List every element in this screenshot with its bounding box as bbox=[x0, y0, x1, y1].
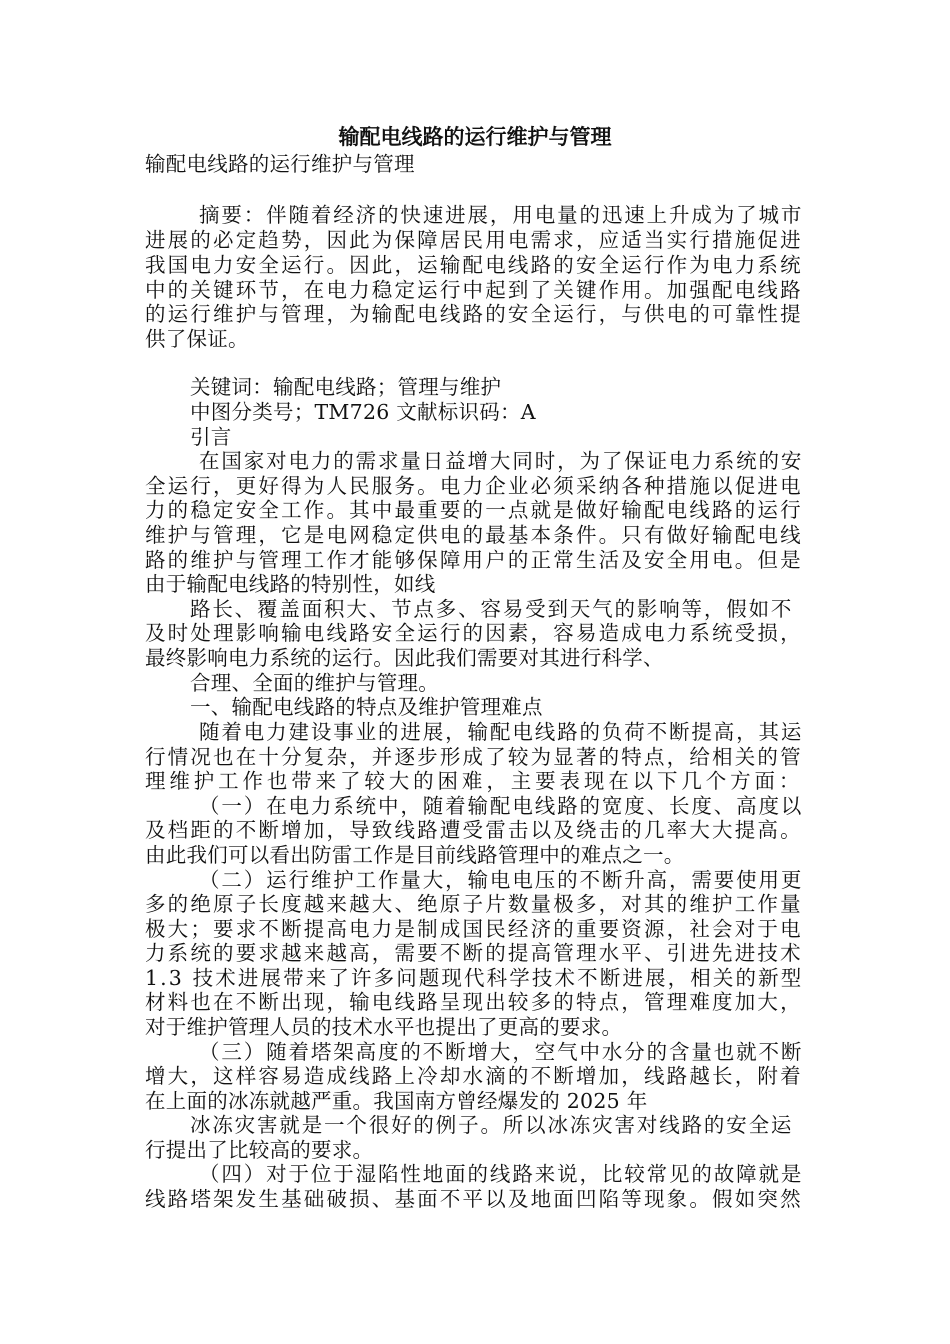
body-text-line: 维护与管理，它是电网稳定供电的最基本条件。只有做好输配电线 bbox=[145, 523, 803, 547]
body-text-line: 引言 bbox=[190, 425, 232, 449]
body-text-line: 材料也在不断出现，输电线路呈现出较多的特点，管理难度加大， bbox=[145, 990, 803, 1014]
body-text-line: 由此我们可以看出防雷工作是目前线路管理中的难点之一。 bbox=[145, 843, 685, 867]
body-text-line: 我国电力安全运行。因此，运输配电线路的安全运行作为电力系统 bbox=[145, 253, 803, 277]
document-title: 输配电线路的运行维护与管理 bbox=[338, 124, 612, 149]
body-text-line: 合理、全面的维护与管理。 bbox=[190, 671, 439, 695]
body-text-line: 对于维护管理人员的技术水平也提出了更高的要求。 bbox=[145, 1015, 623, 1039]
body-text-line: 及档距的不断增加，导致线路遭受雷击以及绕击的几率大大提高。 bbox=[145, 818, 803, 842]
body-text-line: 力的稳定安全工作。其中最重要的一点就是做好输配电线路的运行 bbox=[145, 498, 803, 522]
body-text-line: （一）在电力系统中，随着输配电线路的宽度、长度、高度以 bbox=[199, 794, 804, 818]
body-text-line: （四）对于位于湿陷性地面的线路来说，比较常见的故障就是 bbox=[199, 1162, 804, 1186]
body-text-line: 极大；要求不断提高电力是制成国民经济的重要资源，社会对于电 bbox=[145, 917, 803, 941]
body-text-line: 进展的必定趋势，因此为保障居民用电需求，应适当实行措施促进 bbox=[145, 228, 803, 252]
body-text-line: 行情况也在十分复杂，并逐步形成了较为显著的特点，给相关的管 bbox=[145, 745, 803, 769]
body-text-line: 由于输配电线路的特别性，如线 bbox=[145, 572, 436, 596]
body-text-line: 全运行，更好得为人民服务。电力企业必须采纳各种措施以促进电 bbox=[145, 474, 803, 498]
body-text-line: 供了保证。 bbox=[145, 327, 249, 351]
body-text-line: 力系统的要求越来越高，需要不断的提高管理水平、引进先进技术 bbox=[145, 941, 803, 965]
body-text-line: 路的维护与管理工作才能够保障用户的正常生活及安全用电。但是 bbox=[145, 548, 803, 572]
body-text-line: 冰冻灾害就是一个很好的例子。所以冰冻灾害对线路的安全运 bbox=[190, 1113, 794, 1137]
body-text-line: 行提出了比较高的要求。 bbox=[145, 1138, 374, 1162]
body-text-line: 在上面的冰冻就越严重。我国南方曾经爆发的 2025 年 bbox=[145, 1089, 648, 1113]
body-text-line: 增大，这样容易造成线路上冷却水滴的不断增加，线路越长，附着 bbox=[145, 1064, 803, 1088]
body-text-line: 的运行维护与管理，为输配电线路的安全运行，与供电的可靠性提 bbox=[145, 302, 803, 326]
body-text-line: 多的绝原子长度越来越大、绝原子片数量极多，对其的维护工作量 bbox=[145, 892, 803, 916]
body-text-line: （三）随着塔架高度的不断增大，空气中水分的含量也就不断 bbox=[199, 1040, 804, 1064]
body-text-line: 输配电线路的运行维护与管理 bbox=[145, 152, 415, 176]
body-text-line: （二）运行维护工作量大，输电电压的不断升高，需要使用更 bbox=[199, 868, 804, 892]
body-text-line: 最终影响电力系统的运行。因此我们需要对其进行科学、 bbox=[145, 646, 664, 670]
body-text-line: 理维护工作也带来了较大的困难，主要表现在以下几个方面： bbox=[145, 769, 804, 793]
body-text-line: 随着电力建设事业的进展，输配电线路的负荷不断提高，其运 bbox=[199, 720, 804, 744]
body-text-line: 在国家对电力的需求量日益增大同时，为了保证电力系统的安 bbox=[199, 449, 804, 473]
body-text-line: 1.3 技术进展带来了许多问题现代科学技术不断进展，相关的新型 bbox=[145, 966, 804, 990]
body-text-line: 一、输配电线路的特点及维护管理难点 bbox=[190, 695, 543, 719]
body-text-line: 摘要：伴随着经济的快速进展，用电量的迅速上升成为了城市 bbox=[199, 203, 804, 227]
body-text-line: 中图分类号；TM726 文献标识码：A bbox=[190, 400, 536, 424]
body-text-line: 及时处理影响输电线路安全运行的因素，容易造成电力系统受损， bbox=[145, 621, 803, 645]
body-text-line: 中的关键环节，在电力稳定运行中起到了关键作用。加强配电线路 bbox=[145, 278, 803, 302]
body-text-line: 关键词：输配电线路；管理与维护 bbox=[190, 375, 502, 399]
body-text-line: 路长、覆盖面积大、节点多、容易受到天气的影响等，假如不 bbox=[190, 597, 794, 621]
body-text-line: 线路塔架发生基础破损、基面不平以及地面凹陷等现象。假如突然 bbox=[145, 1187, 803, 1211]
